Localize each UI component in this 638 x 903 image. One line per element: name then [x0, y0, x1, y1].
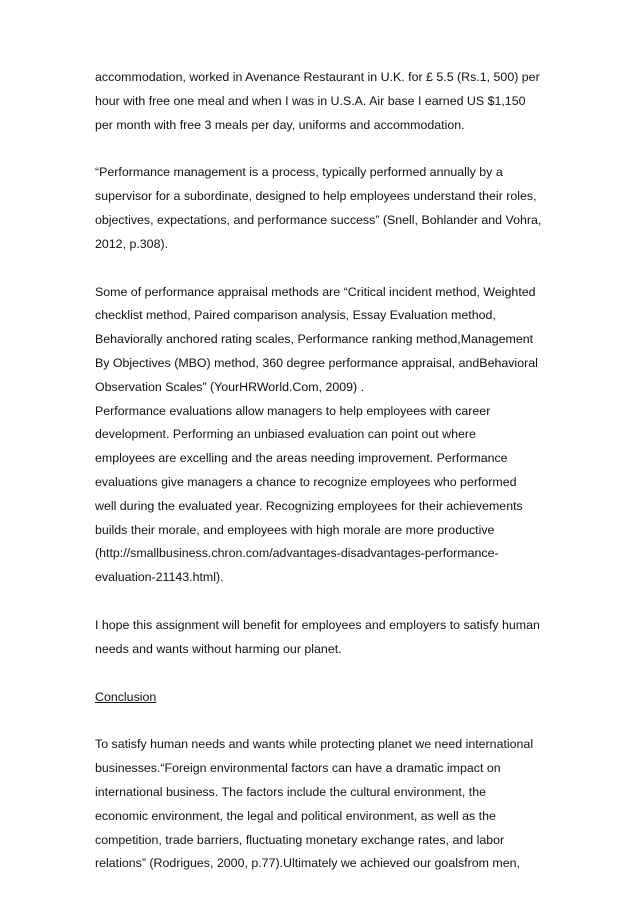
text-line: well during the evaluated year. Recognizing employees for their achievements [95, 498, 523, 513]
conclusion-heading: Conclusion [95, 689, 157, 704]
paragraph-performance-evaluations [95, 400, 575, 590]
paragraph-accommodation [95, 66, 575, 137]
text-line: relations” (Rodrigues, 2000, p.77).Ultimately we achieved our goalsfrom men, [95, 856, 520, 871]
text-line: international business. The factors include the cultural environment, the [95, 784, 486, 799]
text-line: (http://smallbusiness.chron.com/advantages-disadvantages-performance- [95, 546, 499, 561]
text-line: Some of performance appraisal methods are “Critical incident method, Weighted [95, 284, 536, 299]
text-line: hour with free one meal and when I was in U.S.A. Air base I earned US $1,150 [95, 93, 526, 108]
text-line: per month with free 3 meals per day, uniforms and accommodation. [95, 117, 465, 132]
text-line: needs and wants without harming our planet. [95, 641, 342, 656]
text-line: By Objectives (MBO) method, 360 degree performance appraisal, andBehavioral [95, 355, 538, 370]
paragraph-assignment-hope [95, 614, 575, 662]
text-line: Observation Scales” (YourHRWorld.Com, 2009) . [95, 379, 365, 394]
text-line: 2012, p.308). [95, 236, 169, 251]
text-line: businesses.“Foreign environmental factors can have a dramatic impact on [95, 761, 501, 776]
text-line: employees are excelling and the areas needing improvement. Performance [95, 451, 508, 466]
text-line: I hope this assignment will benefit for employees and employers to satisfy human [95, 617, 540, 632]
paragraph-appraisal-methods [95, 281, 575, 400]
text-line: evaluations give managers a chance to recognize employees who performed [95, 474, 517, 489]
text-line: builds their morale, and employees with high morale are more productive [95, 522, 495, 537]
text-line: objectives, expectations, and performance success” (Snell, Bohlander and Vohra, [95, 212, 542, 227]
text-line: Behaviorally anchored rating scales, Performance ranking method,Management [95, 332, 534, 347]
text-line: checklist method, Paired comparison analysis, Essay Evaluation method, [95, 308, 496, 323]
paragraph-conclusion [95, 733, 575, 876]
text-line: Performance evaluations allow managers to help employees with career [95, 403, 491, 418]
text-line: “Performance management is a process, typically performed annually by a [95, 165, 503, 180]
text-line: competition, trade barriers, fluctuating monetary exchange rates, and labor [95, 832, 505, 847]
text-line: To satisfy human needs and wants while protecting planet we need international [95, 737, 534, 752]
text-line: development. Performing an unbiased evaluation can point out where [95, 427, 476, 442]
text-line: evaluation-21143.html). [95, 570, 224, 585]
text-line: economic environment, the legal and political environment, as well as the [95, 808, 496, 823]
text-line: supervisor for a subordinate, designed to help employees understand their roles, [95, 189, 537, 204]
paragraph-performance-management-quote [95, 161, 575, 256]
document-body [95, 66, 575, 876]
conclusion-heading-block [95, 686, 575, 710]
text-line: accommodation, worked in Avenance Restaurant in U.K. for £ 5.5 (Rs.1, 500) per [95, 70, 540, 84]
